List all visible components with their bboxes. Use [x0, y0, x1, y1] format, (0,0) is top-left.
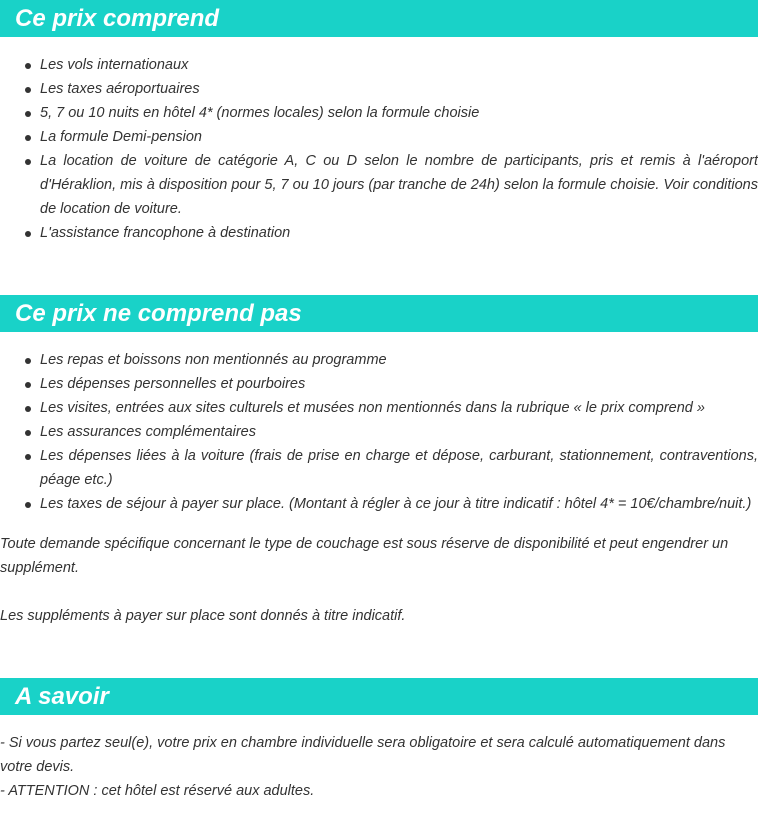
- list-item: Les repas et boissons non mentionnés au programme: [0, 348, 758, 372]
- section-title-included: Ce prix comprend: [15, 5, 220, 32]
- solo-traveler-note: - Si vous partez seul(e), votre prix en chambre individuelle sera obligatoire et sera calculé automatiquement dans votre devis.: [0, 735, 726, 775]
- section-header-included: [0, 0, 758, 37]
- list-item: Les taxes de séjour à payer sur place. (Montant à régler à ce jour à titre indicatif : hôtel 4* = 10€/chambre/nuit.): [0, 492, 758, 516]
- list-item: Les dépenses personnelles et pourboires: [0, 372, 758, 396]
- adults-only-note: - ATTENTION : cet hôtel est réservé aux adultes.: [0, 783, 315, 799]
- list-item: La location de voiture de catégorie A, C ou D selon le nombre de participants, pris et remis à l'aéroport d'Héraklion, mis à disposition pour 5, 7 ou 10 jours (par tranche de 24h) selon la formule choisie. Voir conditions de location de voiture.: [0, 149, 758, 221]
- not-included-list: [0, 348, 758, 516]
- included-list: [0, 53, 758, 245]
- bullet-icon: [25, 430, 31, 436]
- list-item: Les assurances complémentaires: [0, 420, 758, 444]
- supplements-note: Les suppléments à payer sur place sont donnés à titre indicatif.: [0, 608, 406, 624]
- bullet-icon: [25, 502, 31, 508]
- bullet-icon: [25, 406, 31, 412]
- list-item: Les visites, entrées aux sites culturels et musées non mentionnés dans la rubrique « le prix comprend »: [0, 396, 758, 420]
- list-item: Les dépenses liées à la voiture (frais de prise en charge et dépose, carburant, stationnement, contraventions, péage etc.): [0, 444, 758, 492]
- section-title-not-included: Ce prix ne comprend pas: [15, 300, 302, 327]
- couchage-note: Toute demande spécifique concernant le type de couchage est sous réserve de disponibilité et peut engendrer un supplément.: [0, 536, 729, 576]
- section-header-not-included: [0, 295, 758, 332]
- list-item: Les taxes aéroportuaires: [0, 77, 758, 101]
- list-item: 5, 7 ou 10 nuits en hôtel 4* (normes locales) selon la formule choisie: [0, 101, 758, 125]
- bullet-icon: [25, 111, 31, 117]
- bullet-icon: [25, 87, 31, 93]
- bullet-icon: [25, 454, 31, 460]
- bullet-icon: [25, 63, 31, 69]
- bullet-icon: [25, 358, 31, 364]
- section-header-to-know: [0, 678, 758, 715]
- list-item: L'assistance francophone à destination: [0, 221, 758, 245]
- list-item: La formule Demi-pension: [0, 125, 758, 149]
- bullet-icon: [25, 159, 31, 165]
- bullet-icon: [25, 135, 31, 141]
- bullet-icon: [25, 382, 31, 388]
- section-title-to-know: A savoir: [15, 683, 109, 710]
- bullet-icon: [25, 231, 31, 237]
- list-item: Les vols internationaux: [0, 53, 758, 77]
